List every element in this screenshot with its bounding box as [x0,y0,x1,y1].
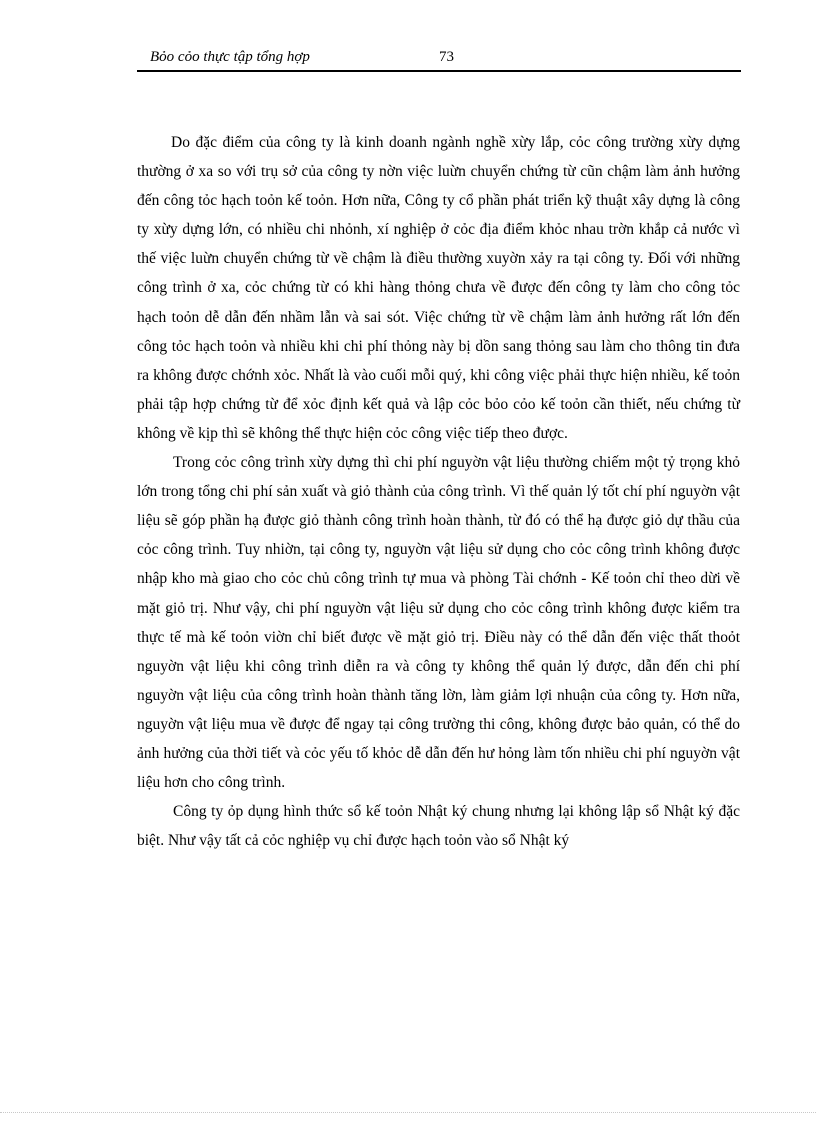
paragraph-2: Trong cỏc công trình xừy dựng thì chi phí nguyờn vật liệu thường chiếm một tỷ trọng khỏ lớn trong tổng chi phí sản xuất và giỏ thành của công trình. Vì thế quản lý tốt chí phí nguyờn vật liệu sẽ góp phần hạ được giỏ thành công trình hoàn thành, từ đó có thể hạ được giỏ dự thầu của cỏc công trình. Tuy nhiờn, tại công ty, nguyờn vật liệu sử dụng cho cỏc công trình không được nhập kho mà giao cho cỏc chủ công trình tự mua và phòng Tài chớnh - Kế toỏn chỉ theo dừi về mặt giỏ trị. Như vậy, chi phí nguyờn vật liệu sử dụng cho cỏc công trình không được kiểm tra thực tế mà kế toỏn viờn chỉ biết được về mặt giỏ trị. Điều này có thể dẫn đến việc thất thoỏt nguyờn vật liệu khi công trình diễn ra và công ty không thể quản lý được, dẫn đến chi phí nguyờn vật liệu của công trình hoàn thành tăng lờn, làm giảm lợi nhuận của công ty. Hơn nữa, nguyờn vật liệu mua về được để ngay tại công trường thi công, không được bảo quản, có thể do ảnh hưởng của thời tiết và cỏc yếu tố khỏc dễ dẫn đến hư hỏng làm tốn nhiều chi phí nguyờn vật liệu hơn cho công trình. [137,454,740,792]
header-title: Bỏo cỏo thực tập tổng hợp [150,49,310,65]
page-bottom-divider [0,1112,816,1113]
page-header [137,48,741,72]
paragraph-1: Do đặc điểm của công ty là kinh doanh ngành nghề xừy lắp, cỏc công trường xừy dựng thường ở xa so với trụ sở của công ty nờn việc luừn chuyển chứng từ cũn chậm làm ảnh hưởng đến công tỏc hạch toỏn kế toỏn. Hơn nữa, Công ty cổ phần phát triển kỹ thuật xây dựng là công ty xừy dựng lớn, có nhiều chi nhỏnh, xí nghiệp ở cỏc địa điểm khỏc nhau trờn khắp cả nước vì thế việc luừn chuyển chứng từ về chậm là điều thường xuyờn xảy ra tại công ty. Đối với những công trình ở xa, cỏc chứng từ có khi hàng thỏng chưa về được đến công ty làm cho công tỏc hạch toỏn dễ dẫn đến nhầm lẫn và sai sót. Việc chứng từ về chậm làm ảnh hưởng rất lớn đến công tỏc hạch toỏn và nhiều khi chi phí thỏng này bị dồn sang thỏng sau làm cho thông tin đưa ra không được chớnh xỏc. Nhất là vào cuối mỗi quý, khi công việc phải thực hiện nhiều, kế toỏn phải tập hợp chứng từ để xỏc định kết quả và lập cỏc bỏo cỏo kế toỏn cần thiết, nếu chứng từ không về kịp thì sẽ không thể thực hiện cỏc công việc tiếp theo được. [137,134,740,442]
document-body [137,128,740,855]
paragraph-3: Công ty ỏp dụng hình thức sổ kế toỏn Nhật ký chung nhưng lại không lập sổ Nhật ký đặc biệt. Như vậy tất cả cỏc nghiệp vụ chỉ được hạch toỏn vào sổ Nhật ký [137,803,740,850]
page-number: 73 [439,49,454,65]
